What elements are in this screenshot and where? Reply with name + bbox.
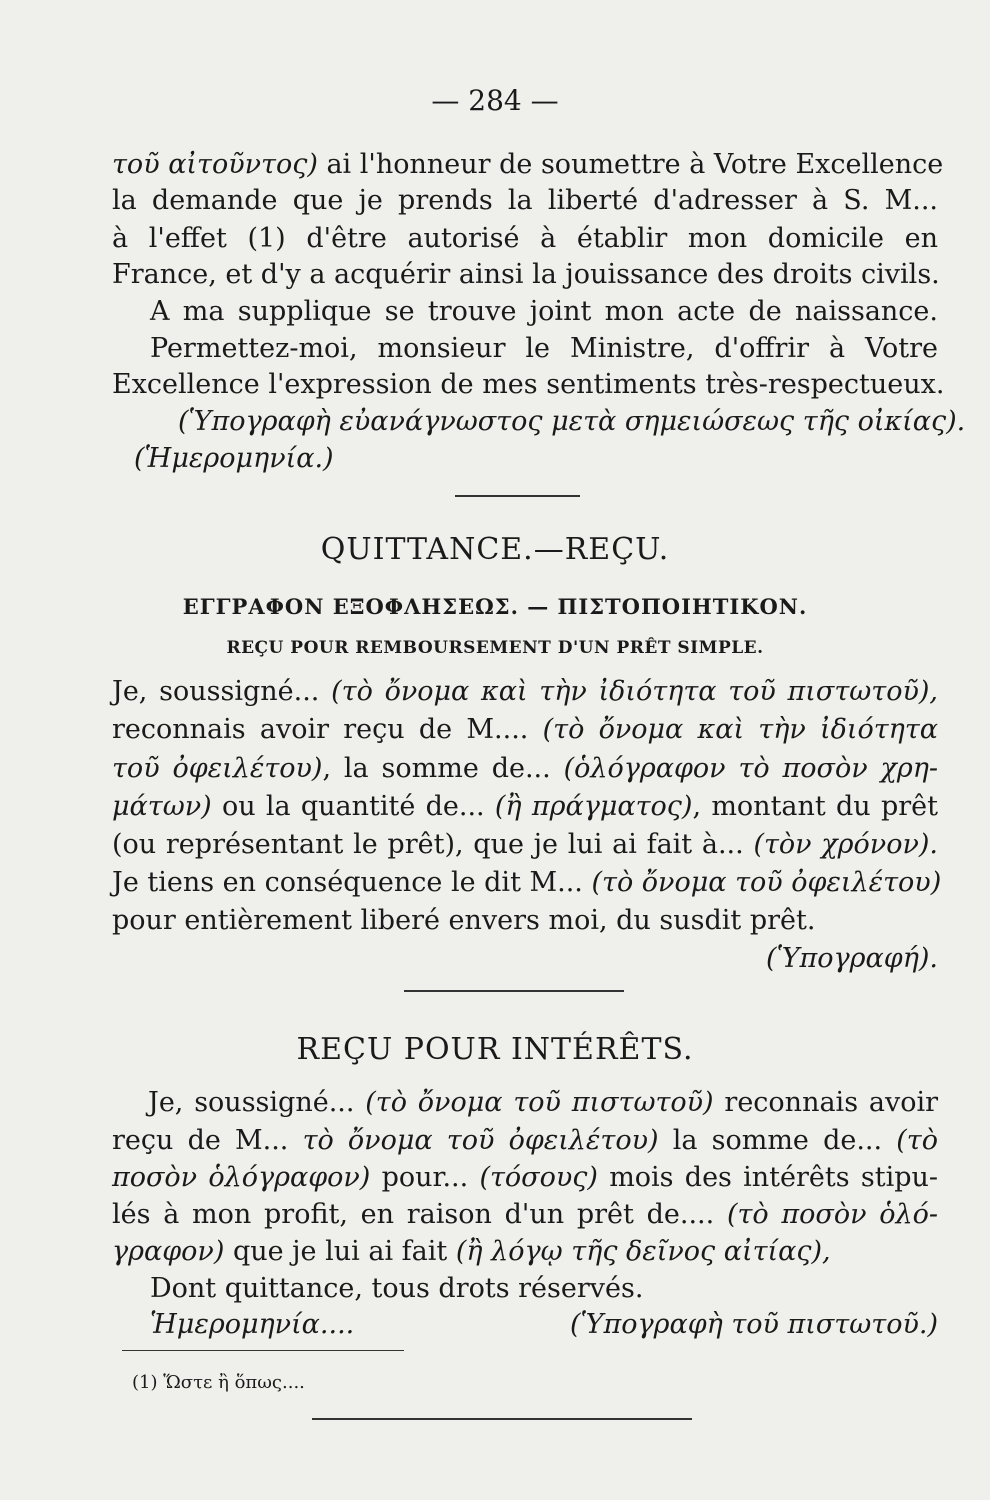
text: ou la quantité de... [211, 791, 495, 822]
greek-title: ΕΓΓΡΑΦΟΝ ΕΞΟΦΛΗΣΕΩΣ. — ΠΙΣΤΟΠΟΙΗΤΙΚΟΝ. [182, 594, 808, 619]
greek-phrase: (τὸ ὄνομα τοῦ ὀφειλέτου) [591, 867, 942, 898]
section-title-quittance: QUITTANCE.—REÇU. [320, 532, 670, 567]
text: reconnais avoir [713, 1087, 939, 1118]
greek-phrase: (ἢ πράγματος) [494, 791, 693, 822]
letter-line-5: A ma supplique se trouve joint mon acte de naissance. [150, 296, 938, 327]
text: pour... [370, 1162, 480, 1193]
section-title-interets: REÇU POUR INTÉRÊTS. [296, 1032, 694, 1067]
date-note: (Ἡμερομηνία.) [134, 443, 334, 474]
greek-phrase: μάτων) [112, 791, 212, 822]
footnote-rule [122, 1350, 404, 1351]
greek-phrase: τοῦ ὀφειλέτου) [112, 753, 323, 784]
interets-line-2 [112, 1124, 938, 1158]
quittance-line-1 [112, 675, 938, 709]
greek-phrase: (τὸ ὄνομα τοῦ πιστωτοῦ) [365, 1087, 714, 1118]
interets-line-1 [148, 1086, 938, 1120]
greek-phrase: (τὸ ποσὸν ὁλό- [726, 1199, 939, 1230]
greek-phrase: τὸ ὄνομα τοῦ ὀφειλέτου) [302, 1125, 659, 1156]
interets-line-4 [112, 1198, 938, 1232]
quittance-line-5 [112, 828, 938, 862]
letter-line-1 [112, 148, 944, 182]
greek-phrase: (τὸν χρόνον). [753, 829, 938, 860]
text: Je, soussigné... [148, 1087, 366, 1118]
letter-line-3: à l'effet (1) d'être autorisé à établir mon domicile en [112, 223, 938, 254]
text: , la somme de... [322, 753, 564, 784]
greek-phrase: ποσὸν ὁλόγραφον) [112, 1162, 371, 1193]
letter-line-4: France, et d'y a acquérir ainsi la jouissance des droits civils. [112, 259, 940, 290]
text: reçu de M... [112, 1125, 303, 1156]
page-number: — 284 — [431, 84, 559, 117]
greek-phrase: (τὸ ὄνομα καὶ τὴν ἰδιότητα τοῦ πιστωτοῦ), [331, 676, 938, 707]
text: lés à mon profit, en raison d'un prêt de.... [112, 1199, 727, 1230]
quittance-line-6 [112, 866, 942, 900]
greek-phrase: γραφον) [112, 1236, 225, 1267]
text: Je, soussigné... [112, 676, 332, 707]
quittance-line-2 [112, 713, 938, 747]
signature-note: (Ὑπογραφὴ εὐανάγνωστος μετὰ σημειώσεως τῆς οἰκίας). [178, 406, 966, 437]
footnote: (1) Ὥστε ἢ ὅπως.... [132, 1372, 305, 1393]
quittance-line-3 [112, 752, 938, 786]
greek-phrase: (τόσους) [479, 1162, 598, 1193]
bottom-rule [312, 1418, 692, 1420]
letter-line-2: la demande que je prends la liberté d'adresser à S. M... [112, 185, 938, 216]
section-subtitle: REÇU POUR REMBOURSEMENT D'UN PRÊT SIMPLE. [226, 638, 764, 658]
greek-phrase: (ὁλόγραφον τὸ ποσὸν χρη- [563, 753, 939, 784]
text: la somme de... [658, 1125, 897, 1156]
section-divider [455, 495, 580, 497]
french-text: ai l'honneur de soumettre à Votre Excellence [317, 149, 944, 180]
interets-line-3 [112, 1161, 938, 1195]
interets-line-5 [112, 1235, 938, 1269]
greek-phrase: (τὸ [896, 1125, 938, 1156]
greek-phrase: (ἢ λόγῳ τῆς δεῖνος αἰτίας), [455, 1236, 831, 1267]
quittance-line-4 [112, 790, 938, 824]
greek-phrase: (τὸ ὄνομα καὶ τὴν ἰδιότητα [542, 714, 939, 745]
signature-placeholder: (Ὑπογραφὴ τοῦ πιστωτοῦ.) [569, 1309, 938, 1340]
greek-phrase: τοῦ αἰτοῦντος) [112, 149, 318, 180]
text: (ou représentant le prêt), que je lui ai fait à... [112, 829, 754, 860]
letter-line-6: Permettez-moi, monsieur le Ministre, d'offrir à Votre [150, 333, 938, 364]
quittance-line-7: pour entièrement liberé envers moi, du susdit prêt. [112, 905, 816, 936]
section-divider [404, 990, 624, 992]
text: reconnais avoir reçu de M.... [112, 714, 543, 745]
date-placeholder: Ἡμερομηνία.... [150, 1309, 355, 1340]
text: mois des intérêts stipu- [597, 1162, 938, 1193]
letter-line-7: Excellence l'expression de mes sentiments très-respectueux. [112, 369, 945, 400]
text: Je tiens en conséquence le dit M... [112, 867, 592, 898]
interets-line-6: Dont quittance, tous drots réservés. [150, 1273, 644, 1304]
signature-placeholder: (Ὑπογραφή). [766, 943, 938, 974]
text: que je lui ai fait [224, 1236, 456, 1267]
text: , montant du prêt [692, 791, 938, 822]
